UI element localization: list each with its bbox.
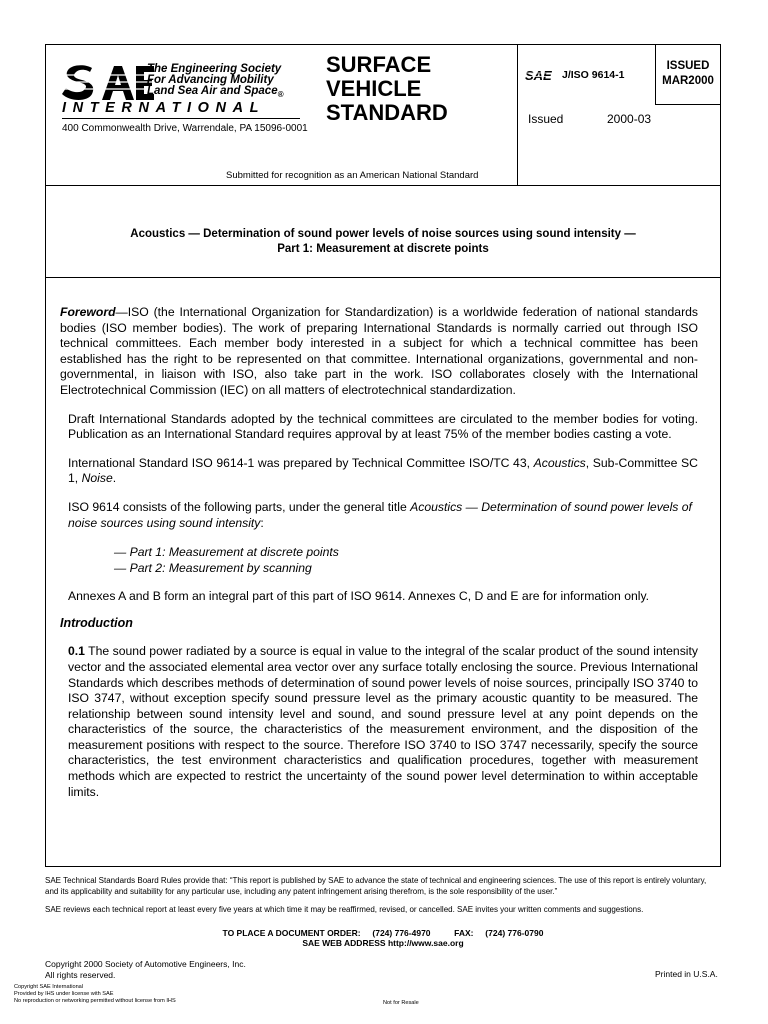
document-number: J/ISO 9614-1 xyxy=(562,69,625,81)
status-badge: ISSUED MAR2000 xyxy=(662,60,714,87)
foreword-paragraph: Foreword—ISO (the International Organization for Standardization) is a worldwide federation of national standards bodies (ISO member bodies). The work of preparing International Standards is normally carried out through ISO technical committees. Each member body interested in a subject for which a technical committee has been established has the right to be represented on that committee. International organizations, governmental and non-governmental, in liaison with ISO, also take part in the work. ISO collaborates closely with the International Electrotechnical Commission (IEC) on all matters of electrotechnical standardization. xyxy=(60,305,698,397)
parts-paragraph: ISO 9614 consists of the following parts, under the general title Acoustics — Determination of sound power levels of noise sources using sound intensity: xyxy=(68,499,692,530)
list-item: — Part 1: Measurement at discrete points xyxy=(114,545,339,560)
annexes-paragraph: Annexes A and B form an integral part of this part of ISO 9614. Annexes C, D and E are for information only. xyxy=(68,589,650,604)
title-rule xyxy=(45,277,721,278)
order-info xyxy=(45,928,721,948)
review-note: SAE reviews each technical report at least every five years at which time it may be reaffirmed, revised, or cancelled. SAE invites your written comments and suggestions. xyxy=(45,905,644,914)
document-body xyxy=(60,305,698,813)
recognition-note: Submitted for recognition as an American National Standard xyxy=(226,170,479,181)
clause-number: 0.1 xyxy=(68,644,85,659)
introduction-paragraph: 0.1 The sound power radiated by a source is equal in value to the integral of the scalar product of the sound intensity vector and the associated elemental area vector over any surface totally enclosing the source. Previous International Standards which describes methods of determination of sound power levels of noise sources, principally ISO 3740 to ISO 3747, without exception specify sound pressure level as the primary acoustic quantity to be measured. The relationship between sound intensity level and sound, and sound pressure level at any point depends on the characteristics of the source, the characteristics of the measurement environment, and the disposition of the measurement positions with respect to the source. Therefore ISO 3740 to ISO 3747 necessarily, specify the source characteristics, the test environment characteristics and qualification procedures, together with measurement methods which are expected to restrict the uncertainty of the sound power level determination to within acceptable limits. xyxy=(68,644,698,799)
parts-list xyxy=(114,544,698,576)
svg-text:SAE: SAE xyxy=(525,69,552,81)
header-divider-left xyxy=(517,44,518,185)
header-rule xyxy=(45,185,721,186)
international-wordmark: INTERNATIONAL xyxy=(62,100,266,116)
society-tagline: The Engineering Society For Advancing Mobility Land Sea Air and Space$_®$ xyxy=(147,63,284,99)
issued-label: Issued xyxy=(528,112,564,126)
issued-rule xyxy=(655,104,721,105)
footer-notes xyxy=(45,875,721,922)
web-address: SAE WEB ADDRESS http://www.sae.org xyxy=(302,938,464,948)
board-rules: SAE Technical Standards Board Rules provide that: “This report is published by SAE to advance the state of technical and engineering sciences. The use of this report is entirely voluntary, and its applicability and suitability for any particular use, including any patent infringement arising therefrom, is the sole responsibility of the user.” xyxy=(45,876,707,896)
sae-small-logo xyxy=(525,69,559,81)
copyright-notice: Copyright 2000 Society of Automotive Engineers, Inc. All rights reserved. xyxy=(45,959,246,980)
wordmark-rule xyxy=(62,118,300,119)
prepared-paragraph: International Standard ISO 9614-1 was prepared by Technical Committee ISO/TC 43, Acoustics, Sub-Committee SC 1, Noise. xyxy=(68,455,698,486)
resale-notice: Not for Resale xyxy=(383,1000,419,1006)
society-address: 400 Commonwealth Drive, Warrendale, PA 15096-0001 xyxy=(62,123,308,134)
registered-mark: ® xyxy=(277,90,284,99)
printed-in: Printed in U.S.A. xyxy=(655,969,718,979)
foreword-label: Foreword xyxy=(60,305,116,319)
issued-date: 2000-03 xyxy=(607,112,652,126)
document-title: Acoustics — Determination of sound power levels of noise sources using sound intensity — Part 1: Measurement at discrete points xyxy=(130,228,636,255)
document-type-title: SURFACE VEHICLE STANDARD xyxy=(326,52,448,125)
introduction-heading: Introduction xyxy=(60,615,133,630)
order-phone: TO PLACE A DOCUMENT ORDER: (724) 776-4970 FAX: (724) 776-0790 xyxy=(222,928,544,938)
drafts-paragraph: Draft International Standards adopted by the technical committees are circulated to the member bodies for voting. Publication as an International Standard requires approval by at least 75% of the member bodies casting a vote. xyxy=(68,411,698,442)
list-item: — Part 2: Measurement by scanning xyxy=(114,561,312,576)
license-notice: Copyright SAE International Provided by IHS under license with SAE No reproduction or networking permitted without license from IHS xyxy=(14,984,176,1004)
